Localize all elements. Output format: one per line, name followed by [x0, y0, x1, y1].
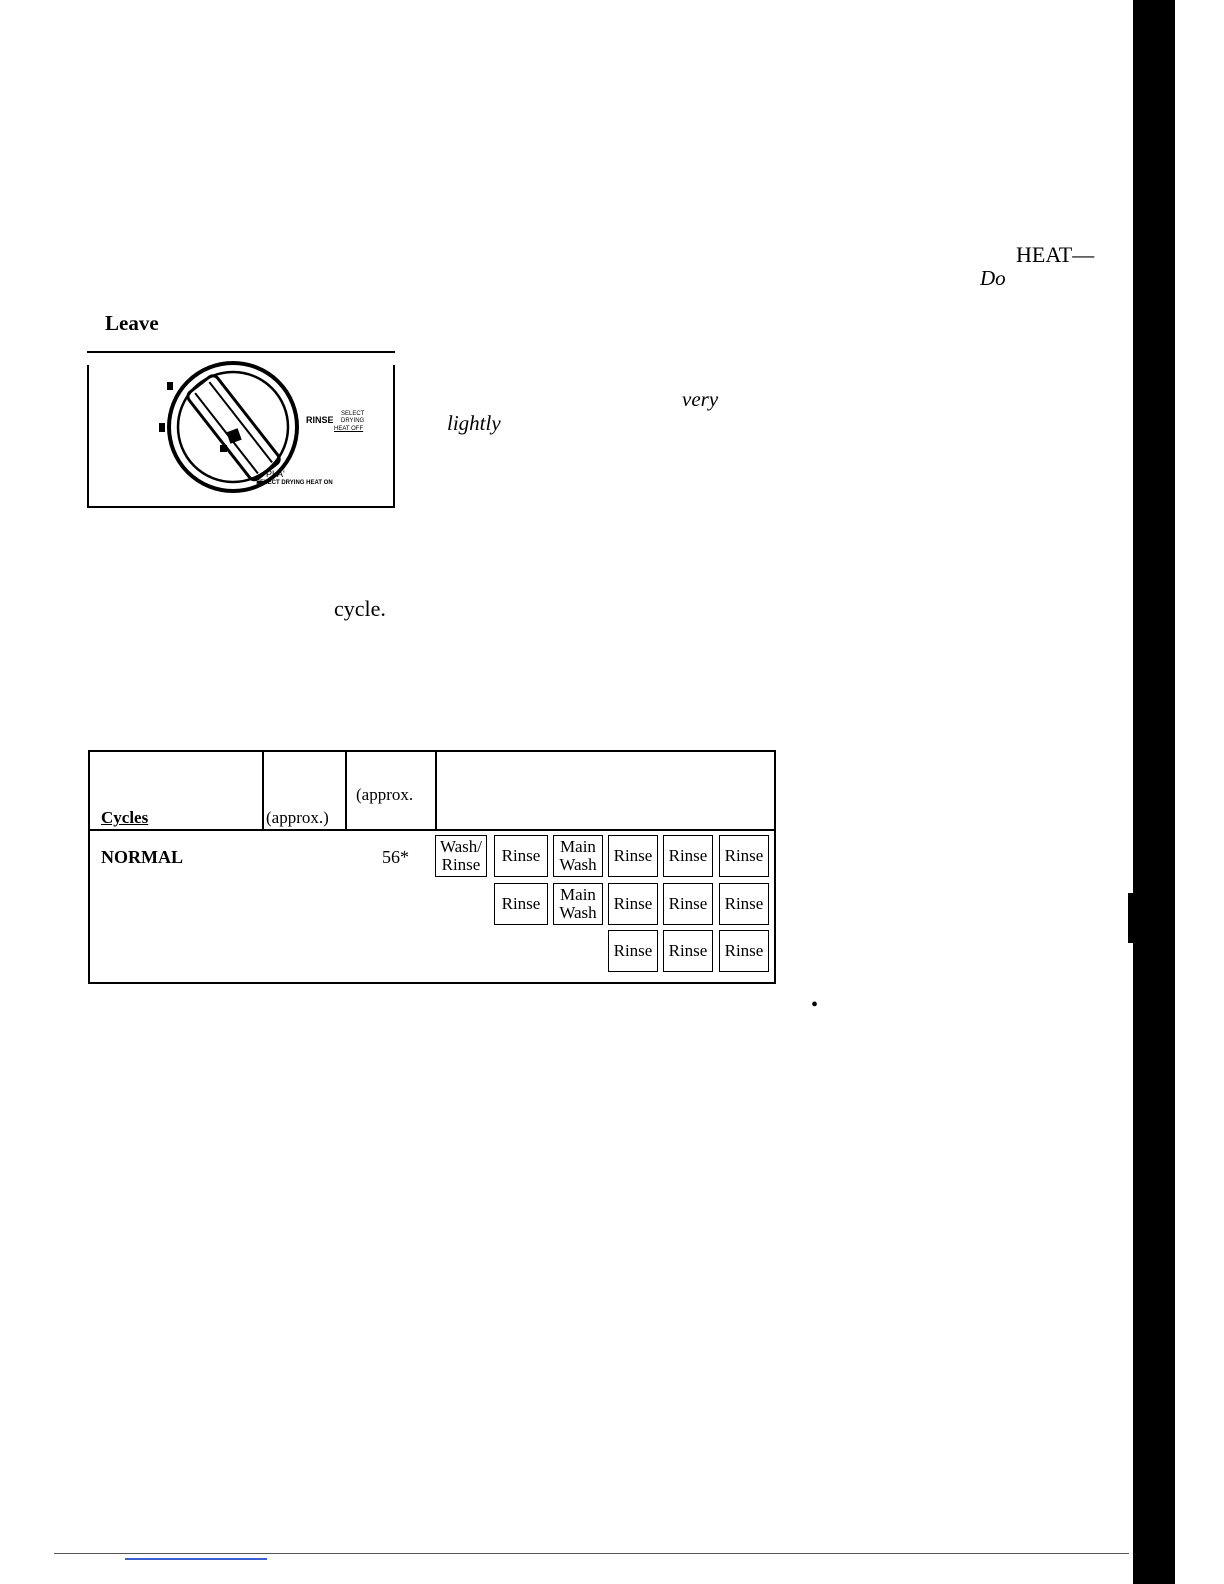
header-approx-1: (approx.) — [266, 808, 329, 827]
page-edge-tab — [1128, 893, 1136, 943]
dial-label-rinse: RINSE — [306, 415, 334, 425]
step-box: Rinse — [608, 835, 658, 877]
word-lightly: lightly — [447, 411, 501, 435]
step-box: Rinse — [494, 835, 548, 877]
header-cycles: Cycles — [101, 808, 149, 827]
word-leave: Leave — [105, 311, 159, 335]
step-box: Rinse — [663, 930, 713, 972]
step-box: Rinse — [608, 930, 658, 972]
cycle-table — [88, 750, 776, 984]
dial-label-heat-off: HEAT OFF — [334, 426, 364, 432]
page-edge-bar — [1133, 0, 1175, 1584]
word-do: Do — [980, 266, 1006, 290]
step-box: Main Wash — [553, 835, 603, 877]
table-row-cycle: NORMAL — [101, 847, 183, 867]
footer-link-underline — [125, 1558, 267, 1560]
step-box: Rinse — [719, 883, 769, 925]
dial-label-pla: PLA' — [266, 469, 285, 479]
dial-label-drying: DRYING — [341, 418, 365, 424]
footer-rule — [54, 1553, 1129, 1554]
word-heat: HEAT— — [1016, 242, 1095, 267]
header-approx-2: (approx. — [356, 785, 414, 804]
word-cycle: cycle. — [334, 596, 386, 621]
step-box: Rinse — [663, 835, 713, 877]
step-box: Main Wash — [553, 883, 603, 925]
step-box: Rinse — [608, 883, 658, 925]
step-box: Rinse — [719, 835, 769, 877]
dial-figure — [87, 351, 395, 508]
table-row-value: 56* — [382, 847, 409, 867]
dial-label-select: SELECT — [341, 411, 365, 417]
dial-label-heat-on: SELECT DRYING HEAT ON — [256, 480, 333, 486]
step-box: Rinse — [494, 883, 548, 925]
step-box: Rinse — [663, 883, 713, 925]
bullet-mark: • — [811, 994, 819, 1016]
step-box: Wash/ Rinse — [435, 835, 487, 877]
word-very: very — [682, 387, 719, 411]
step-box: Rinse — [719, 930, 769, 972]
